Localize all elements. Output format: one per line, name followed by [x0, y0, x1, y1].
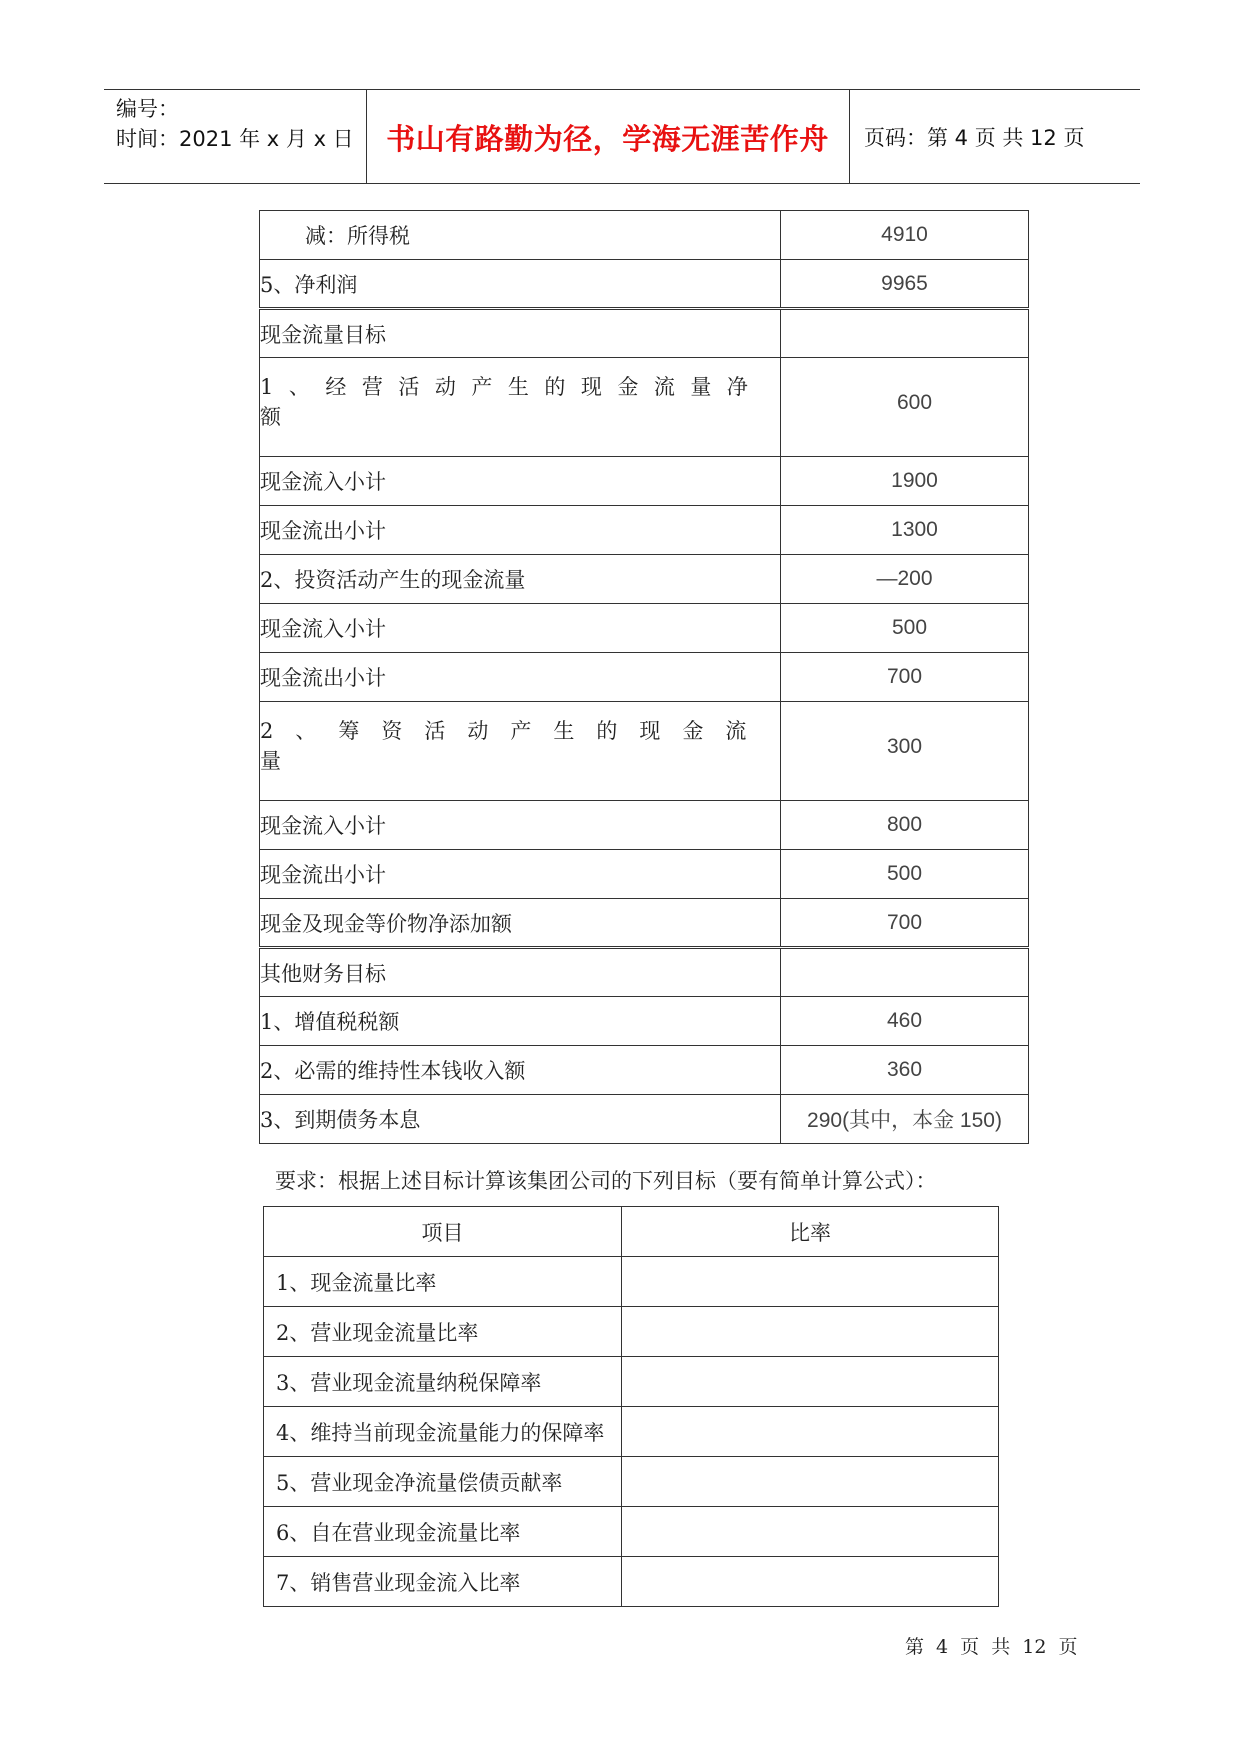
table-row	[260, 1046, 1029, 1095]
table-row	[260, 358, 1029, 457]
ratio-value-cell[interactable]	[622, 1457, 999, 1507]
ratio-item: 6、自在营业现金流量比率	[264, 1507, 622, 1557]
table-row	[260, 555, 1029, 604]
table-row	[260, 801, 1029, 850]
table-row	[260, 211, 1029, 260]
row-label: 5、净利润	[260, 260, 781, 309]
ratio-value-cell[interactable]	[622, 1307, 999, 1357]
row-value: 700	[781, 653, 1029, 702]
ratio-value-cell[interactable]	[622, 1557, 999, 1607]
ratio-item: 5、营业现金净流量偿债贡献率	[264, 1457, 622, 1507]
row-value: 500	[781, 604, 1029, 653]
table-row	[264, 1357, 999, 1407]
row-value: 360	[781, 1046, 1029, 1095]
section-row	[260, 309, 1029, 358]
table-row	[264, 1307, 999, 1357]
section-title: 其他财务目标	[260, 948, 781, 997]
ratio-table	[263, 1206, 999, 1607]
column-header-item: 项目	[264, 1207, 622, 1257]
ratio-item: 2、营业现金流量比率	[264, 1307, 622, 1357]
row-label: 2、必需的维持性本钱收入额	[260, 1046, 781, 1095]
row-value: 1900	[781, 457, 1029, 506]
table-header-row	[264, 1207, 999, 1257]
row-value: 290(其中，本金 150)	[781, 1095, 1029, 1144]
row-value: 800	[781, 801, 1029, 850]
row-label: 现金流入小计	[260, 801, 781, 850]
ratio-item: 4、维持当前现金流量能力的保障率	[264, 1407, 622, 1457]
table-row	[260, 653, 1029, 702]
row-label: 现金流出小计	[260, 653, 781, 702]
ratio-value-cell[interactable]	[622, 1407, 999, 1457]
table-row	[264, 1457, 999, 1507]
section-title: 现金流量目标	[260, 309, 781, 358]
row-value: 500	[781, 850, 1029, 899]
table-row	[260, 457, 1029, 506]
row-value: 700	[781, 899, 1029, 948]
table-row	[260, 260, 1029, 309]
row-value	[781, 309, 1029, 358]
page-footer: 第 4 页 共 12 页	[905, 1636, 1078, 1658]
page-header	[104, 89, 1140, 184]
table-row	[264, 1257, 999, 1307]
row-value: 4910	[781, 211, 1029, 260]
header-left	[116, 94, 354, 154]
ratio-value-cell[interactable]	[622, 1507, 999, 1557]
column-header-rate: 比率	[622, 1207, 999, 1257]
table-row	[260, 997, 1029, 1046]
row-label: 现金及现金等价物净添加额	[260, 899, 781, 948]
row-label: 1、经营活动产生的现金流量净额	[260, 358, 781, 457]
row-value: —200	[781, 555, 1029, 604]
row-value: 460	[781, 997, 1029, 1046]
table-row	[260, 850, 1029, 899]
number-label: 编号：	[116, 97, 179, 121]
header-divider	[849, 90, 850, 183]
row-label: 1、增值税税额	[260, 997, 781, 1046]
row-label: 减：所得税	[260, 211, 781, 260]
header-page-number: 页码：第 4 页 共 12 页	[864, 126, 1085, 150]
targets-table	[259, 210, 1029, 1144]
row-value: 300	[781, 702, 1029, 801]
table-row	[260, 604, 1029, 653]
row-label: 现金流出小计	[260, 850, 781, 899]
row-value: 600	[781, 358, 1029, 457]
row-label: 现金流入小计	[260, 604, 781, 653]
row-value: 1300	[781, 506, 1029, 555]
ratio-item: 3、营业现金流量纳税保障率	[264, 1357, 622, 1407]
row-label: 现金流入小计	[260, 457, 781, 506]
table-row	[264, 1557, 999, 1607]
ratio-value-cell[interactable]	[622, 1357, 999, 1407]
table-row	[260, 702, 1029, 801]
ratio-value-cell[interactable]	[622, 1257, 999, 1307]
requirement-text: 要求：根据上述目标计算该集团公司的下列目标（要有简单计算公式）：	[275, 1169, 937, 1193]
table-row	[260, 1095, 1029, 1144]
row-label: 3、到期债务本息	[260, 1095, 781, 1144]
time-label: 时间：2021 年 x 月 x 日	[116, 127, 354, 151]
row-label: 2、投资活动产生的现金流量	[260, 555, 781, 604]
section-row	[260, 948, 1029, 997]
row-value	[781, 948, 1029, 997]
table-row	[264, 1507, 999, 1557]
row-label: 现金流出小计	[260, 506, 781, 555]
ratio-item: 7、销售营业现金流入比率	[264, 1557, 622, 1607]
motto: 书山有路勤为径，学海无涯苦作舟	[386, 122, 829, 156]
row-value: 9965	[781, 260, 1029, 309]
table-row	[260, 899, 1029, 948]
table-row	[260, 506, 1029, 555]
row-label: 2、筹资活动产生的现金流量	[260, 702, 781, 801]
table-row	[264, 1407, 999, 1457]
ratio-item: 1、现金流量比率	[264, 1257, 622, 1307]
